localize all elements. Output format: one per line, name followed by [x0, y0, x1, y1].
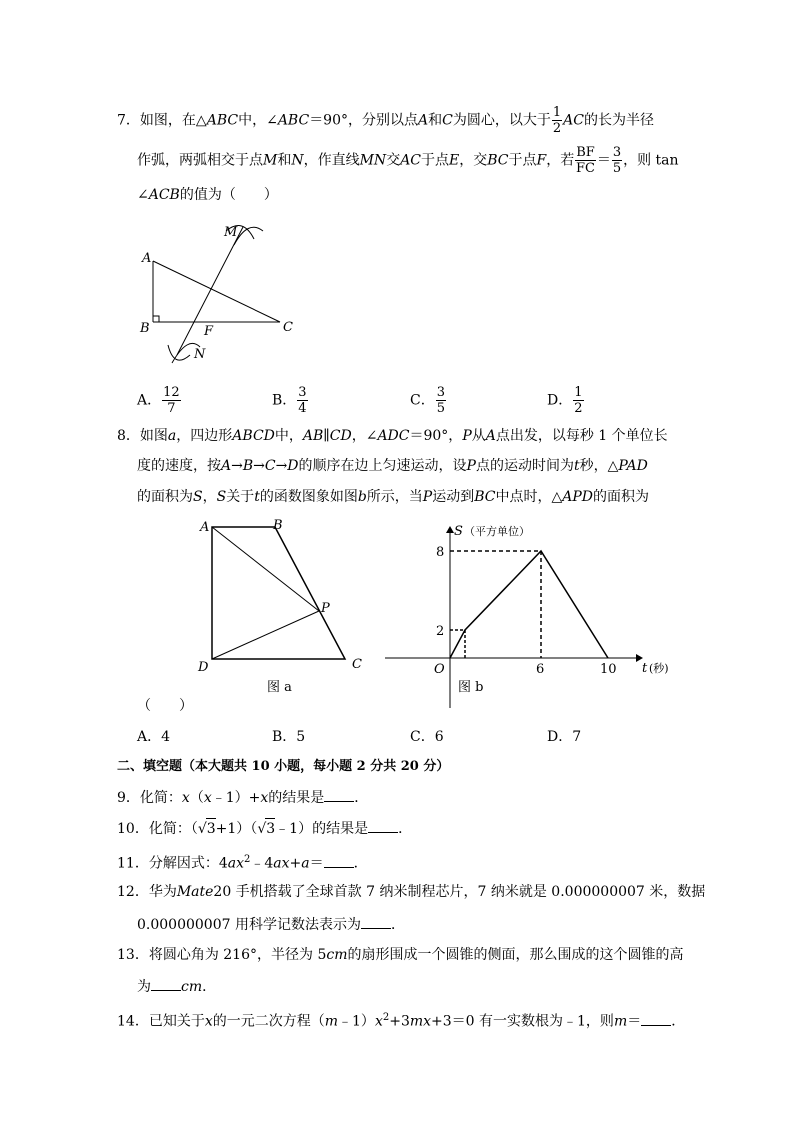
tick-10: 10 — [600, 662, 617, 677]
bf-fc-fraction: $\frac{BF}{FC}$ — [576, 145, 595, 176]
graph-line — [450, 551, 608, 658]
q7-line3: ∠ACB的值为（ ） — [137, 187, 278, 203]
q7-option-a[interactable]: A． $\frac{12}{7}$ — [137, 385, 180, 416]
caption-b: 图 b — [458, 680, 484, 695]
label-n: N — [194, 347, 206, 362]
q8-option-b[interactable]: B．5 — [272, 729, 306, 745]
label-a: A — [200, 520, 210, 535]
q8-number: 8． — [117, 428, 140, 444]
q7-option-c[interactable]: C． $\frac{3}{5}$ — [410, 385, 445, 416]
q7-triangle-figure — [130, 215, 310, 365]
label-b: B — [140, 321, 150, 336]
quadrilateral-abcd — [212, 527, 345, 659]
tick-6: 6 — [536, 662, 545, 677]
q8-figure-b — [380, 515, 675, 710]
answer-blank[interactable] — [324, 853, 354, 868]
q12-line2: 0.000000007 用科学记数法表示为 ． — [137, 914, 405, 935]
q13-line1: 13．将圆心角为 216°，半径为 5cm的扇形围成一个圆锥的侧面，那么围成的这个圆锥的高 — [117, 947, 684, 963]
answer-blank[interactable] — [151, 976, 181, 991]
q8-line3: 的面积为S，S关于t的函数图象如图b所示，当P运动到BC中点时，△APD的面积为 — [137, 489, 650, 505]
q7-option-d[interactable]: D． $\frac{1}{2}$ — [547, 385, 583, 416]
answer-blank[interactable] — [361, 914, 391, 929]
axis-unit-t: (秒) — [649, 662, 669, 675]
tick-2: 2 — [436, 624, 445, 639]
q8-line1: 8．如图a，四边形ABCD中，AB∥CD，∠ADC＝90°，P从A点出发，以每秒 1 个单位长 — [117, 428, 668, 444]
section-heading-fill-in: 二、填空题（本大题共 10 小题，每小题 2 分共 20 分） — [117, 759, 450, 774]
q7-number: 7． — [117, 112, 140, 129]
right-angle-mark — [153, 316, 159, 322]
q7-line2: 作弧，两弧相交于点M和N，作直线MN交AC于点E，交BC于点F，若 $\frac{BF}{FC}$ ＝ $\frac{3}{5}$ ，则 tan — [137, 145, 679, 176]
origin-o: O — [434, 662, 445, 677]
q12-line1: 12．华为Mate20 手机搭载了全球首款 7 纳米制程芯片，7 纳米就是 0.000000007 米，数据 — [117, 884, 706, 900]
q8-option-d[interactable]: D．7 — [547, 729, 582, 745]
three-fifths-fraction: $\frac{3}{5}$ — [612, 145, 622, 176]
axis-label-s: S — [454, 524, 463, 539]
answer-blank[interactable] — [324, 787, 354, 802]
q8-answer-paren: （ ） — [137, 698, 193, 714]
label-b: B — [273, 518, 283, 533]
q8-figure-a — [195, 515, 375, 700]
answer-blank[interactable] — [641, 1011, 671, 1026]
label-m: M — [224, 225, 238, 240]
label-a: A — [142, 251, 152, 266]
segment-dp — [212, 611, 319, 659]
label-c: C — [283, 320, 293, 335]
label-f: F — [204, 324, 214, 339]
caption-a: 图 a — [267, 680, 292, 695]
label-c: C — [352, 657, 362, 672]
tick-8: 8 — [436, 545, 445, 560]
q10-line: 10．化简：（√3+1）（√3﹣1）的结果是 ． — [117, 818, 412, 839]
edge-ac — [153, 261, 280, 322]
q13-line2: 为 cm． — [137, 976, 216, 997]
half-fraction: $\frac{1}{2}$ — [552, 105, 562, 136]
answer-blank[interactable] — [368, 818, 398, 833]
label-p: P — [321, 601, 330, 616]
q8-option-a[interactable]: A．4 — [137, 729, 171, 745]
q11-line: 11．分解因式：$4ax^2﹣4ax+a=$ ． — [117, 854, 368, 872]
q9-line: 9．化简：x（x﹣1）+x的结果是 ． — [117, 787, 368, 808]
q7-line1: 7．如图，在△ABC中，∠ABC＝90°，分别以点A和C为圆心，以大于 $\frac{1}{2}$ AC的长为半径 — [117, 105, 654, 136]
axis-label-t: t — [642, 661, 648, 676]
segment-ap — [212, 527, 319, 611]
q8-line2: 度的速度，按A→B→C→D的顺序在边上匀速运动，设P点的运动时间为t秒，△PAD — [137, 458, 648, 474]
sqrt-symbol: √ — [257, 821, 267, 837]
q7-option-b[interactable]: B． $\frac{3}{4}$ — [272, 385, 307, 416]
label-d: D — [198, 660, 209, 675]
sqrt-symbol: √ — [197, 821, 207, 837]
q14-line: 14．已知关于x的一元二次方程$(m﹣1)x^2+3mx+3=0$ 有一实数根为﹣1，则m＝ ． — [117, 1012, 686, 1030]
axis-unit-s: （平方单位） — [464, 525, 530, 538]
q8-option-c[interactable]: C．6 — [410, 729, 444, 745]
